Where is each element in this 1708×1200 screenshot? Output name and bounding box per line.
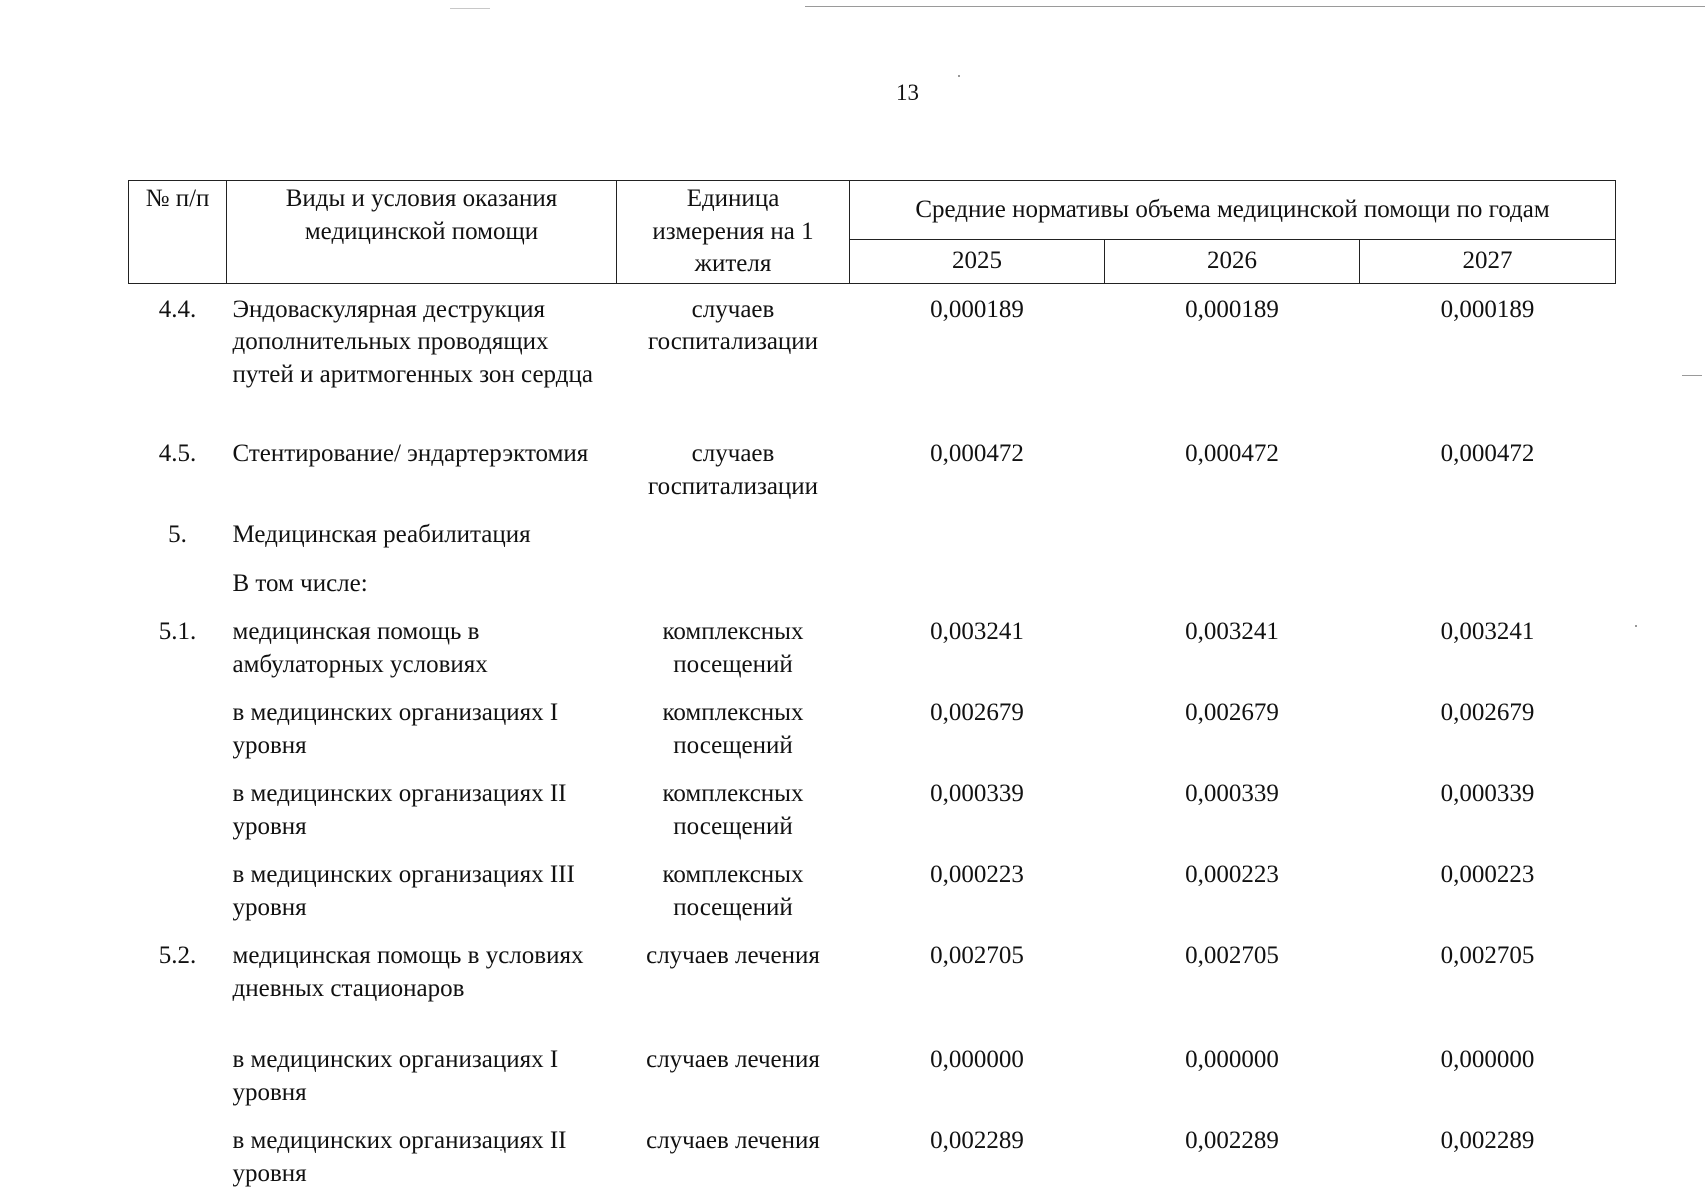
- row-num: 5.1.: [158, 618, 197, 645]
- row-name: Медицинская реабилитация: [232, 521, 531, 548]
- row-value-2027: 0,000189: [1440, 295, 1535, 323]
- row-value-2026: 0,000223: [1185, 861, 1279, 888]
- table-row: [129, 428, 1616, 509]
- table-row: [129, 509, 1616, 558]
- table-row: [129, 1115, 1616, 1196]
- row-value-2027: 0,000339: [1440, 780, 1535, 807]
- row-value-2025: 0,003241: [930, 618, 1024, 645]
- row-value-2026: [1105, 558, 1360, 607]
- scan-speck: [1635, 625, 1637, 627]
- row-num: [129, 849, 227, 930]
- row-value-2025: 0,000223: [930, 861, 1024, 888]
- row-num: [129, 558, 227, 607]
- row-value-2026: 0,000189: [1185, 295, 1279, 323]
- header-num: № п/п: [129, 181, 227, 284]
- header-norms: Средние нормативы объема медицинской помощи по годам: [850, 181, 1616, 240]
- row-value-2027: 0,002705: [1440, 942, 1535, 969]
- row-unit: случаев лечения: [646, 942, 820, 969]
- row-name: Стентирование/ эндартерэктомия: [232, 440, 589, 467]
- row-value-2026: 0,002289: [1185, 1127, 1279, 1154]
- row-num: [129, 768, 227, 849]
- row-value-2025: 0,002289: [930, 1127, 1024, 1154]
- row-unit: комплексных посещений: [662, 780, 804, 840]
- row-name: медицинская помощь в амбулаторных условиях: [232, 618, 488, 678]
- row-num: [129, 1034, 227, 1115]
- scan-line-right: [1682, 375, 1702, 376]
- table-row: [129, 606, 1616, 687]
- table-row: [129, 768, 1616, 849]
- row-num: [129, 1115, 227, 1196]
- row-num: 5.2.: [158, 942, 197, 969]
- row-value-2026: 0,002705: [1185, 942, 1279, 969]
- header-year-2025: 2025: [850, 240, 1105, 284]
- row-value-2027: 0,003241: [1440, 618, 1535, 645]
- row-value-2026: [1105, 509, 1360, 558]
- row-value-2026: 0,000339: [1185, 780, 1279, 807]
- row-value-2025: 0,000339: [930, 780, 1024, 807]
- header-type: Виды и условия оказания медицинской помощи: [227, 181, 617, 284]
- row-value-2027: 0,000472: [1440, 440, 1535, 467]
- row-num: 4.4.: [158, 295, 197, 323]
- row-value-2025: 0,000189: [930, 295, 1024, 323]
- row-unit: случаев госпитализации: [647, 440, 819, 500]
- row-name: в медицинских организациях II уровня: [232, 1127, 567, 1187]
- row-value-2027: 0,000000: [1440, 1046, 1535, 1073]
- row-value-2027: 0,002289: [1440, 1127, 1535, 1154]
- row-value-2025: [850, 558, 1105, 607]
- row-unit: случаев лечения: [646, 1127, 820, 1154]
- table-row: [129, 558, 1616, 607]
- row-name: Эндоваскулярная деструкция дополнительных проводящих путей и аритмогенных зон сердца: [232, 295, 593, 388]
- table-row: [129, 283, 1616, 428]
- table-row: [129, 687, 1616, 768]
- table-row: [129, 930, 1616, 1034]
- table-row: [129, 1034, 1616, 1115]
- row-value-2025: 0,002679: [930, 699, 1024, 726]
- row-value-2027: 0,000223: [1440, 861, 1535, 888]
- row-num: [129, 687, 227, 768]
- norms-table: [128, 180, 1616, 1196]
- row-value-2025: 0,000472: [930, 440, 1024, 467]
- row-unit: комплексных посещений: [662, 618, 804, 678]
- row-name: медицинская помощь в условиях дневных стационаров: [232, 942, 584, 1002]
- row-value-2026: 0,002679: [1185, 699, 1279, 726]
- row-unit: случаев госпитализации: [647, 295, 819, 355]
- row-value-2027: 0,002679: [1440, 699, 1535, 726]
- row-value-2025: 0,000000: [930, 1046, 1024, 1073]
- row-value-2025: [850, 509, 1105, 558]
- row-unit: [617, 509, 850, 558]
- row-name: В том числе:: [232, 569, 368, 597]
- row-value-2025: 0,002705: [930, 942, 1024, 969]
- page-number: 13: [896, 80, 919, 105]
- header-unit: Единица измерения на 1 жителя: [617, 181, 850, 284]
- row-name: в медицинских организациях III уровня: [232, 861, 575, 921]
- header-year-2026: 2026: [1105, 240, 1360, 284]
- row-value-2026: 0,000472: [1185, 440, 1279, 467]
- row-unit: комплексных посещений: [662, 699, 804, 759]
- scan-line-top-left: [450, 8, 490, 9]
- row-num: 4.5.: [158, 440, 197, 467]
- row-unit: случаев лечения: [646, 1046, 820, 1073]
- row-name: в медицинских организациях I уровня: [232, 1046, 559, 1106]
- scan-speck: [958, 75, 960, 77]
- row-name: в медицинских организациях II уровня: [232, 780, 567, 840]
- row-value-2027: [1360, 509, 1616, 558]
- row-unit: комплексных посещений: [662, 861, 804, 921]
- table-header-row: [129, 181, 1616, 240]
- row-name: в медицинских организациях I уровня: [232, 699, 559, 759]
- row-value-2027: [1360, 558, 1616, 607]
- row-unit: [617, 558, 850, 607]
- row-value-2026: 0,000000: [1185, 1046, 1279, 1073]
- table-row: [129, 849, 1616, 930]
- row-num: 5.: [168, 521, 187, 548]
- header-year-2027: 2027: [1360, 240, 1616, 284]
- row-value-2026: 0,003241: [1185, 618, 1279, 645]
- scan-line-top: [805, 6, 1705, 7]
